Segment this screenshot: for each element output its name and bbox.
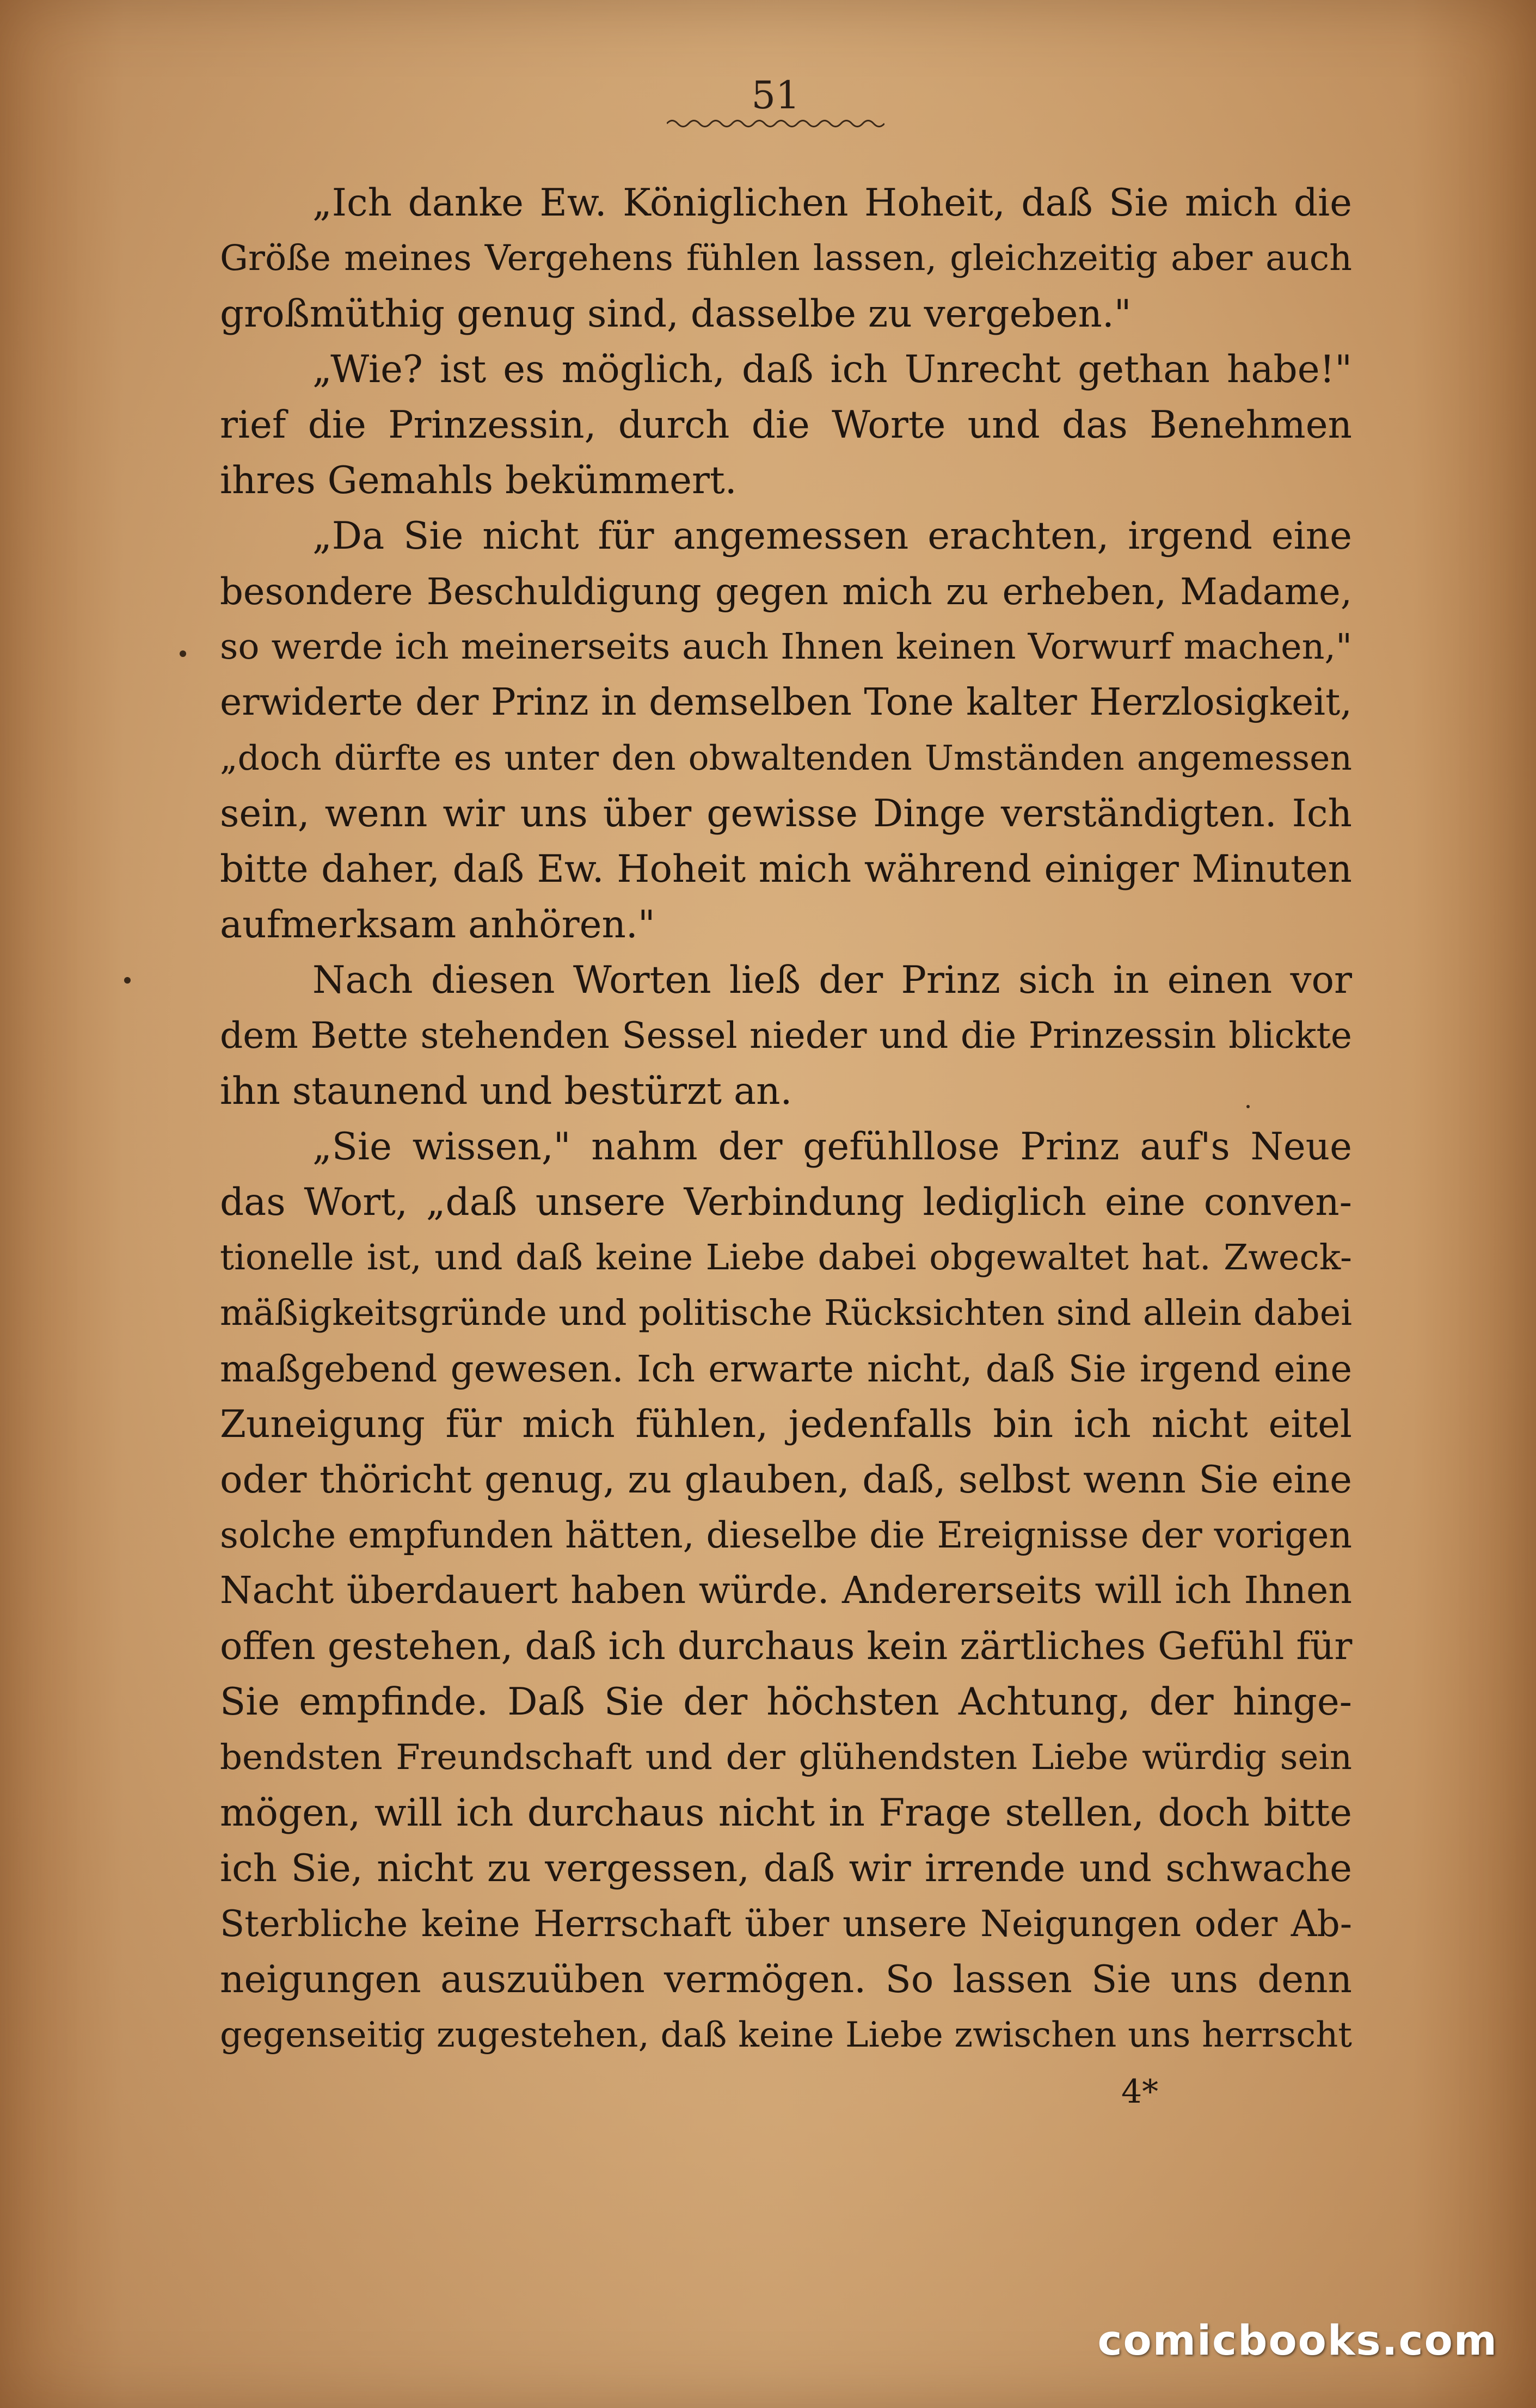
text-line: Nach diesen Worten ließ der Prinz sich in einen vor [312, 959, 1352, 1002]
text-line: bendsten Freundschaft und der glühendsten Liebe würdig sein [220, 1737, 1352, 1778]
text-line: aufmerksam anhören." [220, 903, 655, 947]
watermark: comicbooks.com [1097, 2316, 1498, 2364]
text-line: erwiderte der Prinz in demselben Tone kalter Herzlosigkeit, [220, 681, 1352, 724]
text-line: neigungen auszuüben vermögen. So lassen Sie uns denn [220, 1958, 1352, 2001]
text-line: Sie empfinde. Daß Sie der höchsten Achtung, der hinge- [220, 1680, 1352, 1724]
text-line: ihres Gemahls bekümmert. [220, 459, 737, 502]
text-line: mögen, will ich durchaus nicht in Frage stellen, doch bitte [220, 1791, 1352, 1835]
wavy-ornament-icon [667, 118, 884, 130]
text-line: rief die Prinzessin, durch die Worte und das Benehmen [220, 403, 1352, 447]
text-line: besondere Beschuldigung gegen mich zu erheben, Madame, [220, 570, 1352, 613]
print-speck [180, 650, 186, 657]
text-line: ich Sie, nicht zu vergessen, daß wir irrende und schwache [220, 1847, 1352, 1890]
text-line: tionelle ist, und daß keine Liebe dabei obgewaltet hat. Zweck- [220, 1237, 1352, 1278]
text-line: dem Bette stehenden Sessel nieder und die Prinzessin blickte [220, 1015, 1352, 1056]
text-line: bitte daher, daß Ew. Hoheit mich während einiger Minuten [220, 847, 1352, 891]
text-line: Nacht überdauert haben würde. Andererseits will ich Ihnen [220, 1569, 1352, 1612]
text-line: maßgebend gewesen. Ich erwarte nicht, daß Sie irgend eine [220, 1348, 1352, 1390]
text-line: „doch dürfte es unter den obwaltenden Umständen angemessen [220, 738, 1352, 778]
text-line: „Sie wissen," nahm der gefühllose Prinz auf's Neue [312, 1125, 1352, 1169]
text-line: Sterbliche keine Herrschaft über unsere Neigungen oder Ab- [220, 1903, 1352, 1945]
text-line: sein, wenn wir uns über gewisse Dinge verständigten. Ich [220, 792, 1352, 836]
print-speck [1246, 1105, 1250, 1108]
text-line: gegenseitig zugestehen, daß keine Liebe zwischen uns herrscht [220, 2015, 1352, 2055]
text-line: „Ich danke Ew. Königlichen Hoheit, daß Sie mich die [312, 181, 1352, 225]
body-text [220, 175, 1352, 2063]
text-line: „Da Sie nicht für angemessen erachten, irgend eine [312, 514, 1352, 558]
page-number: 51 [751, 73, 800, 118]
text-line: oder thöricht genug, zu glauben, daß, selbst wenn Sie eine [220, 1458, 1352, 1502]
text-line: offen gestehen, daß ich durchaus kein zärtliches Gefühl für [220, 1625, 1353, 1668]
text-line: ihn staunend und bestürzt an. [220, 1070, 792, 1113]
signature-mark: 4* [1121, 2073, 1159, 2111]
text-line: solche empfunden hätten, dieselbe die Ereignisse der vorigen [220, 1514, 1352, 1556]
text-line: „Wie? ist es möglich, daß ich Unrecht gethan habe!" [312, 348, 1352, 391]
page-header [653, 73, 898, 130]
text-line: Größe meines Vergehens fühlen lassen, gleichzeitig aber auch [220, 238, 1352, 279]
text-line: so werde ich meinerseits auch Ihnen keinen Vorwurf machen," [220, 626, 1352, 667]
text-line: Zuneigung für mich fühlen, jedenfalls bin ich nicht eitel [220, 1403, 1352, 1446]
text-line: das Wort, „daß unsere Verbindung lediglich eine conven- [220, 1181, 1352, 1224]
text-line: großmüthig genug sind, dasselbe zu vergeben." [220, 292, 1132, 336]
print-speck [124, 977, 131, 984]
text-line: mäßigkeitsgründe und politische Rücksichten sind allein dabei [220, 1293, 1352, 1334]
